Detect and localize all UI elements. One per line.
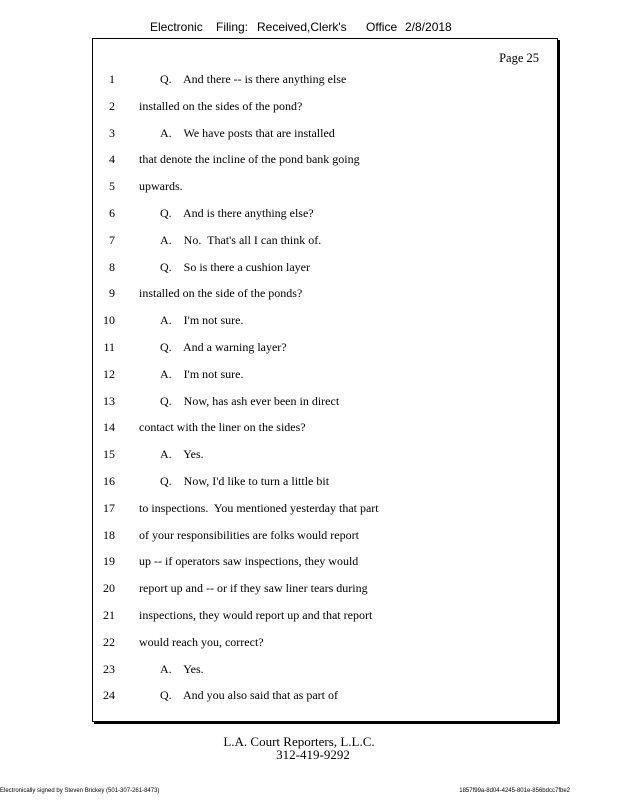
line-text: Q. Now, has ash ever been in direct: [160, 393, 340, 408]
line-number: 2: [109, 98, 115, 113]
line-text: Q. So is there a cushion layer: [160, 259, 310, 274]
transcript-line: [93, 608, 557, 635]
line-text: would reach you, correct?: [139, 634, 264, 649]
line-number: 3: [109, 125, 115, 140]
transcript-page: [92, 38, 558, 722]
header-word-received: Received,Clerk's: [257, 20, 347, 34]
transcript-line: [93, 447, 557, 474]
line-number: 13: [103, 393, 115, 408]
line-text: Q. And is there anything else?: [160, 205, 314, 220]
line-text: upwards.: [139, 179, 183, 194]
header-word-date: 2/8/2018: [405, 20, 452, 34]
transcript-line: [93, 662, 557, 689]
line-number: 22: [103, 634, 115, 649]
transcript-line: [93, 152, 557, 179]
transcript-line: [93, 420, 557, 447]
transcript-line: [93, 501, 557, 528]
line-text: A. I'm not sure.: [160, 366, 244, 381]
line-text: Q. Now, I'd like to turn a little bit: [160, 473, 330, 488]
transcript-line: [93, 313, 557, 340]
line-text: installed on the sides of the pond?: [139, 98, 303, 113]
line-text: A. Yes.: [160, 447, 204, 462]
transcript-line: [93, 340, 557, 367]
line-number: 1: [109, 72, 115, 86]
signature-note: Electronically signed by Steven Brickey (501-307-261-8473): [0, 788, 160, 794]
transcript-line: [93, 635, 557, 662]
line-text: A. Yes.: [160, 661, 204, 676]
transcript-lines: [93, 72, 557, 715]
line-number: 11: [103, 339, 115, 354]
line-text: contact with the liner on the sides?: [139, 420, 306, 435]
line-text: to inspections. You mentioned yesterday that part: [139, 500, 379, 515]
line-text: up -- if operators saw inspections, they would: [139, 554, 359, 569]
line-text: A. No. That's all I can think of.: [160, 232, 322, 247]
transcript-line: [93, 394, 557, 421]
line-text: A. I'm not sure.: [160, 313, 244, 328]
transcript-line: [93, 474, 557, 501]
page-number: Page 25: [499, 51, 539, 65]
header-word-electronic: Electronic: [150, 20, 203, 34]
transcript-line: [93, 688, 557, 715]
transcript-line: [93, 286, 557, 313]
line-number: 19: [103, 554, 115, 569]
line-number: 12: [103, 366, 115, 381]
line-number: 10: [103, 313, 115, 328]
line-number: 20: [103, 581, 115, 596]
line-text: of your responsibilities are folks would report: [139, 527, 359, 542]
document-id: 1857f99a-8d04-4245-801e-856bdcc7fbe2: [459, 788, 570, 794]
line-text: A. We have posts that are installed: [160, 125, 335, 140]
line-number: 14: [103, 420, 115, 435]
line-number: 16: [103, 473, 115, 488]
line-number: 17: [103, 500, 115, 515]
transcript-line: [93, 206, 557, 233]
line-number: 9: [109, 286, 115, 301]
transcript-line: [93, 367, 557, 394]
header-word-office: Office: [366, 20, 398, 34]
footer-phone: 312-419-9292: [276, 747, 350, 762]
line-number: 24: [103, 688, 115, 703]
transcript-line: [93, 581, 557, 608]
line-text: inspections, they would report up and that report: [139, 607, 373, 622]
line-text: Q. And there -- is there anything else: [160, 72, 347, 86]
transcript-line: [93, 126, 557, 153]
line-number: 21: [103, 607, 115, 622]
line-number: 23: [103, 661, 115, 676]
line-text: Q. And a warning layer?: [160, 339, 287, 354]
filing-header: [0, 20, 618, 36]
line-number: 8: [109, 259, 115, 274]
transcript-line: [93, 179, 557, 206]
transcript-line: [93, 99, 557, 126]
transcript-line: [93, 260, 557, 287]
line-text: report up and -- or if they saw liner tears during: [139, 581, 368, 596]
transcript-line: [93, 233, 557, 260]
line-number: 18: [103, 527, 115, 542]
line-text: installed on the side of the ponds?: [139, 286, 303, 301]
line-number: 6: [109, 205, 115, 220]
line-number: 7: [109, 232, 115, 247]
transcript-line: [93, 554, 557, 581]
line-number: 4: [109, 152, 115, 167]
transcript-line: [93, 72, 557, 99]
line-text: Q. And you also said that as part of: [160, 688, 338, 703]
line-text: that denote the incline of the pond bank going: [139, 152, 360, 167]
footer-company: L.A. Court Reporters, L.L.C.: [223, 734, 375, 749]
transcript-line: [93, 528, 557, 555]
line-number: 5: [109, 179, 115, 194]
line-number: 15: [103, 447, 115, 462]
header-word-filing: Filing:: [216, 20, 249, 34]
